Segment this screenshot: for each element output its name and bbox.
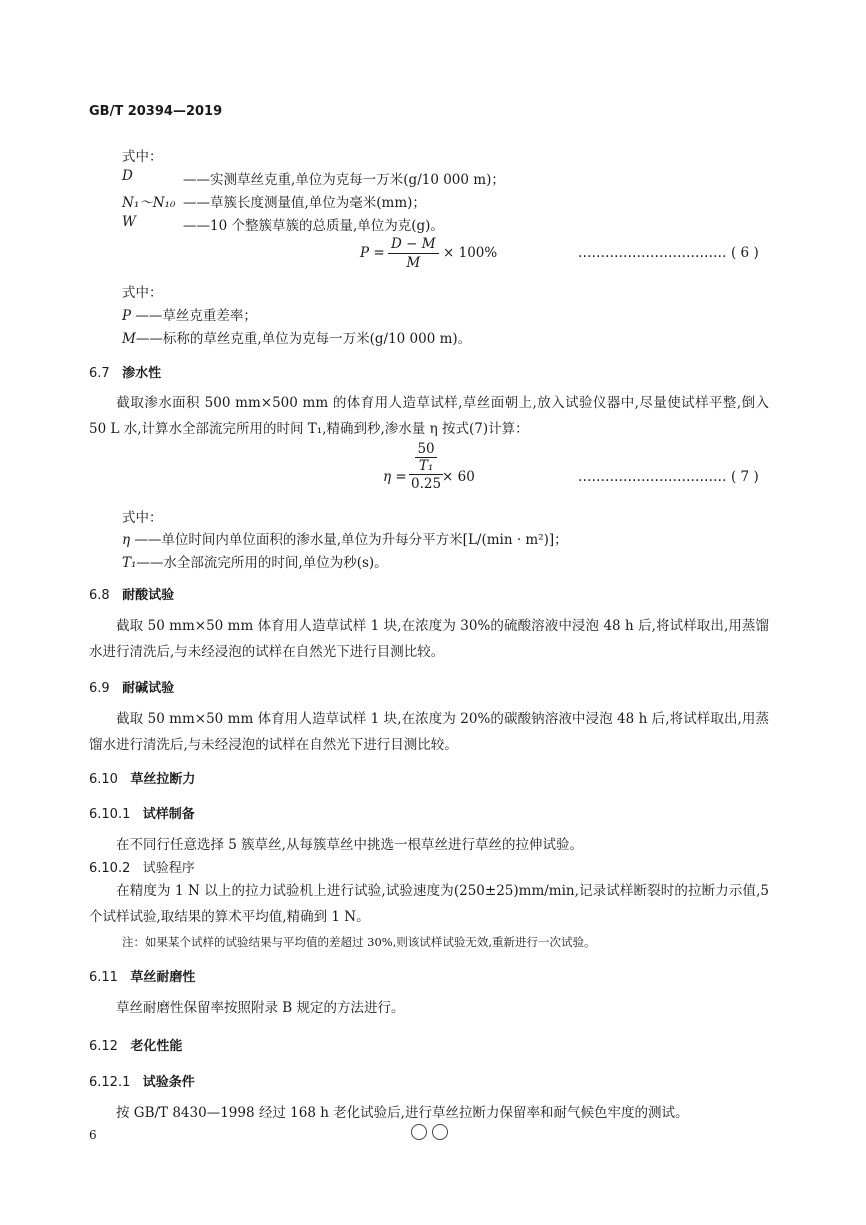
- section-6-8-heading: [89, 584, 174, 603]
- symbol-t1-desc: ——水全部流完所用的时间,单位为秒(s)。: [136, 555, 388, 571]
- paragraph-text: 截取 50 mm×50 mm 体育用人造草试样 1 块,在浓度为 30%的硫酸溶液中浸泡 48 h 后,将试样取出,用蒸馏水进行清洗后,与未经浸泡的试样在自然光下进行目测比较。: [89, 618, 769, 660]
- section-6-7-text: [89, 390, 769, 442]
- section-6-7-heading: [89, 362, 161, 381]
- formula7-rhs: × 60: [442, 469, 475, 485]
- formula7-dots: ……………………………: [578, 469, 727, 485]
- section-number: 6.9: [89, 681, 110, 696]
- paragraph-text: 截取 50 mm×50 mm 体育用人造草试样 1 块,在浓度为 20%的碳酸钠溶液中浸泡 48 h 后,将试样取出,用蒸馏水进行清洗后,与未经浸泡的试样在自然光下进行目测比较。: [89, 711, 769, 753]
- symbol-t1-line: [122, 551, 388, 571]
- paragraph-text: 截取渗水面积 500 mm×500 mm 的体育用人造草试样,草丝面朝上,放入试验仪器中,尽量使试样平整,倒入 50 L 水,计算水全部流完所用的时间 T₁,精确到秒,渗水量 η 按式(7)计算：: [89, 395, 769, 437]
- formula6-rhs: × 100%: [443, 245, 498, 261]
- section-number: 6.12.1: [89, 1075, 131, 1090]
- circle-mark-icon: [411, 1124, 427, 1140]
- symbol-m-line: [122, 327, 471, 347]
- symbol-w-desc: ——10 个整簇草簇的总质量,单位为克(g)。: [183, 218, 444, 234]
- section-6-12-heading: [89, 1035, 182, 1054]
- formula7-number: ( 7 ): [731, 469, 759, 485]
- symbol-d-desc: ——实测草丝克重,单位为克每一万米(g/10 000 m)；: [183, 172, 505, 188]
- section-6-10-heading: [89, 768, 195, 787]
- section-6-12-1-heading: [89, 1071, 195, 1090]
- symbol-eta-desc: ——单位时间内单位面积的渗水量,单位为升每分平方米[L/(min · m²)]；: [130, 532, 568, 548]
- section-number: 6.7: [89, 366, 110, 381]
- symbol-eta-line: [122, 528, 568, 548]
- section-title: 耐碱试验: [122, 681, 175, 696]
- paragraph-text: 在不同行任意选择 5 簇草丝,从每簇草丝中挑选一根草丝进行草丝的拉伸试验。: [116, 837, 583, 853]
- section-number: 6.10.1: [89, 807, 131, 822]
- formula6-dots: ……………………………: [578, 245, 727, 261]
- section-number: 6.10.2: [89, 861, 131, 876]
- where-label: 式中：: [122, 285, 163, 301]
- section-title: 草丝耐磨性: [130, 970, 196, 985]
- section-title: 试验条件: [142, 1075, 195, 1090]
- section-number: 6.10: [89, 772, 118, 787]
- formula7-inner-numerator: 50: [417, 441, 435, 457]
- section-title: 试验程序: [142, 861, 195, 876]
- formula6-number: ( 6 ): [731, 245, 759, 261]
- formula7-inner-denominator: T₁: [415, 457, 437, 474]
- symbol-m-desc: ——标称的草丝克重,单位为克每一万米(g/10 000 m)。: [135, 331, 472, 347]
- formula7-denominator: 0.25: [411, 476, 442, 492]
- section-title: 试样制备: [142, 807, 195, 822]
- section-6-9-heading: [89, 677, 174, 696]
- symbol-m: M: [122, 331, 136, 347]
- section-6-10-2-heading: [89, 857, 195, 876]
- symbol-p-line: [122, 304, 257, 324]
- symbol-d: D: [122, 168, 133, 184]
- symbol-n-desc: ——草簇长度测量值,单位为毫米(mm)；: [183, 195, 426, 211]
- section-6-9-text: [89, 706, 769, 758]
- formula6-lhs: P =: [360, 245, 385, 261]
- symbol-w: W: [122, 214, 136, 230]
- symbol-p-desc: ——草丝克重差率；: [131, 308, 257, 324]
- section-title: 老化性能: [130, 1039, 183, 1054]
- section-6-10-2-text: [89, 878, 769, 930]
- section-6-8-text: [89, 613, 769, 665]
- formula6-denominator: M: [388, 253, 439, 272]
- section-number: 6.12: [89, 1039, 118, 1054]
- where-label: 式中：: [122, 510, 163, 526]
- section-number: 6.8: [89, 588, 110, 603]
- symbol-p: P: [122, 308, 132, 324]
- formula7-lhs: η =: [383, 469, 407, 485]
- section-6-10-1-text: [89, 832, 769, 858]
- section-6-11-heading: [89, 966, 195, 985]
- paragraph-text: 草丝耐磨性保留率按照附录 B 规定的方法进行。: [116, 1000, 405, 1016]
- section-6-11-text: [89, 995, 769, 1021]
- section-title: 渗水性: [122, 366, 162, 381]
- formula6-numerator: D − M: [391, 236, 436, 252]
- note-text: 注：如果某个试样的试验结果与平均值的差超过 30%,则该试样试验无效,重新进行一次试验。: [122, 935, 596, 949]
- section-number: 6.11: [89, 970, 118, 985]
- section-title: 草丝拉断力: [130, 772, 196, 787]
- symbol-t1: T₁: [122, 555, 137, 571]
- paragraph-text: 在精度为 1 N 以上的拉力试验机上进行试验,试验速度为(250±25)mm/min,记录试样断裂时的拉断力示值,5 个试样试验,取结果的算术平均值,精确到 1 N。: [89, 883, 769, 925]
- symbol-eta: η: [122, 532, 131, 548]
- standard-code: GB/T 20394—2019: [89, 104, 223, 119]
- circle-mark-icon: [432, 1124, 448, 1140]
- symbol-n-range: N₁～N₁₀: [122, 195, 176, 211]
- section-6-10-1-heading: [89, 803, 195, 822]
- page-number: 6: [89, 1128, 97, 1142]
- section-6-12-1-text: [89, 1100, 769, 1126]
- section-title: 耐酸试验: [122, 588, 175, 603]
- formula7-fraction: [409, 441, 443, 493]
- paragraph-text: 按 GB/T 8430—1998 经过 168 h 老化试验后,进行草丝拉断力保留率和耐气候色牢度的测试。: [116, 1105, 689, 1121]
- formula7-inner-fraction: [413, 441, 438, 474]
- where-label: 式中：: [122, 149, 163, 165]
- formula6-fraction: [388, 235, 439, 272]
